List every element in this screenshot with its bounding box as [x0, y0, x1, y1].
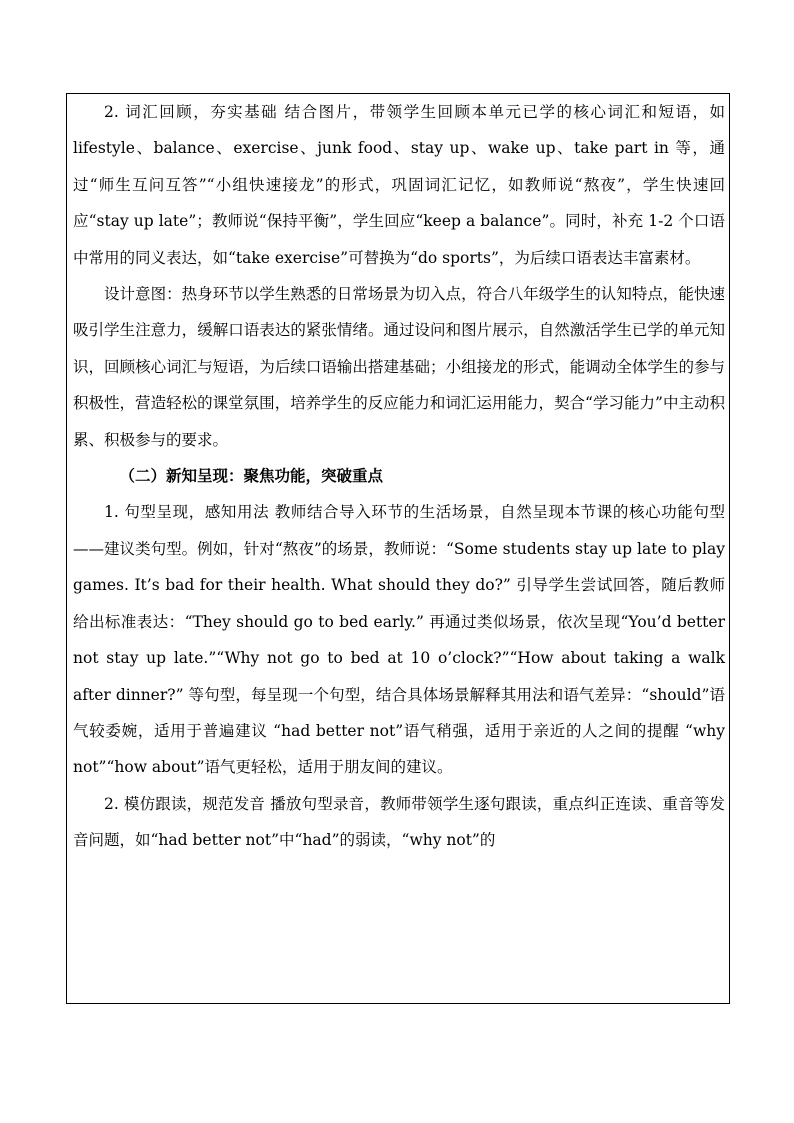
lesson-plan-table-cell [66, 93, 730, 1004]
section-heading: （二）新知呈现：聚焦功能，突破重点 [119, 466, 384, 486]
paragraph-vocabulary-review: 2. 词汇回顾，夯实基础 结合图片，带领学生回顾本单元已学的核心词汇和短语，如 lifestyle、balance、exercise、junk food、stay up、wake up、take part in 等，通过“师生互问互答”“小组快速接龙”的形式，巩固词汇记忆，如教师说“熬夜”，学生快速回应“stay up late”；教师说“保持平衡”，学生回应“keep a balance”。同时，补充 1-2 个口语中常用的同义表达，如“take exercise”可替换为“do sports”，为后续口语表达丰富素材。 [73, 103, 725, 267]
cell-content [73, 94, 725, 859]
paragraph-sentence-presentation: 1. 句型呈现，感知用法 教师结合导入环节的生活场景，自然呈现本节课的核心功能句型——建议类句型。例如，针对“熬夜”的场景，教师说：“Some students stay up late to play games. It’s bad for their health. What should they do?” 引导学生尝试回答，随后教师给出标准表达：“They should go to bed early.” 再通过类似场景，依次呈现“You’d better not stay up late.”“Why not go to bed at 10 o’clock?”“How about taking a walk after dinner?” 等句型，每呈现一个句型，结合具体场景解释其用法和语气差异：“should”语气较委婉，适用于普遍建议 “had better not”语气稍强，适用于亲近的人之间的提醒 “why not”“how about”语气更轻松，适用于朋友间的建议。 [73, 503, 725, 777]
paragraph-imitation-reading: 2. 模仿跟读，规范发音 播放句型录音，教师带领学生逐句跟读，重点纠正连读、重音等发音问题，如“had better not”中“had”的弱读，“why not”的 [73, 794, 725, 850]
paragraph-design-intent: 设计意图：热身环节以学生熟悉的日常场景为切入点，符合八年级学生的认知特点，能快速吸引学生注意力，缓解口语表达的紧张情绪。通过设问和图片展示，自然激活学生已学的单元知识，回顾核心词汇与短语，为后续口语输出搭建基础；小组接龙的形式，能调动全体学生的参与积极性，营造轻松的课堂氛围，培养学生的反应能力和词汇运用能力，契合“学习能力”中主动积累、积极参与的要求。 [73, 285, 725, 449]
